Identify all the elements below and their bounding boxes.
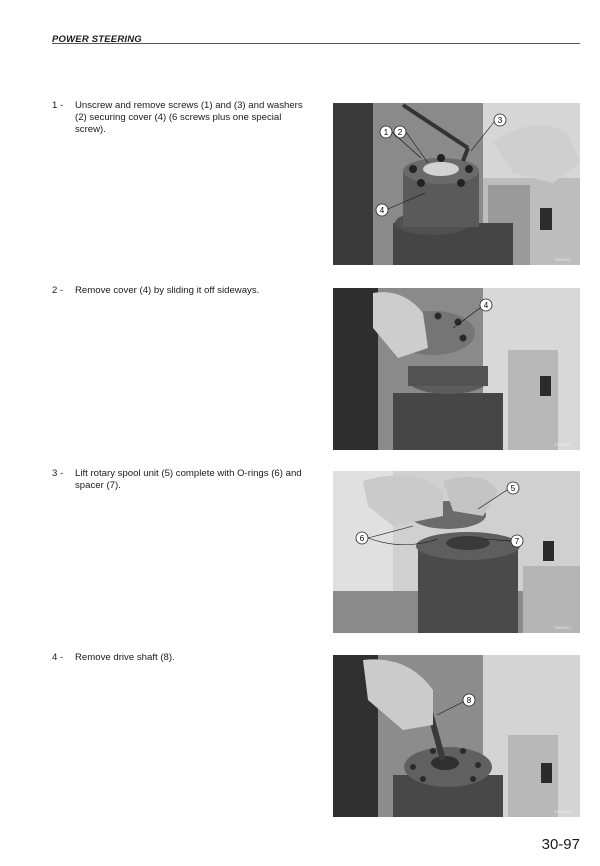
step-text: Remove drive shaft (8). <box>75 652 175 663</box>
step-1 <box>52 100 314 136</box>
page-number: 30-97 <box>541 836 580 853</box>
step-3 <box>52 468 314 492</box>
step-number: 2 - <box>52 285 64 296</box>
callout-3: 3 <box>497 116 503 125</box>
step-text: Lift rotary spool unit (5) complete with O-rings (6) and spacer (7). <box>75 468 302 491</box>
photo-code: F0004272 <box>555 258 571 262</box>
step-number: 1 - <box>52 100 64 111</box>
step-4-photo <box>333 655 580 817</box>
photo-code: F0004274 <box>555 626 571 630</box>
callout-4: 4 <box>379 206 385 215</box>
step-3-photo <box>333 471 580 633</box>
step-text: Remove cover (4) by sliding it off sideways. <box>75 285 260 296</box>
section-title: POWER STEERING <box>52 34 142 45</box>
step-text: Unscrew and remove screws (1) and (3) and washers (2) securing cover (4) (6 screws plus one special screw). <box>75 100 303 135</box>
callout-1: 1 <box>383 128 389 137</box>
photo-code: F0004273 <box>555 443 571 447</box>
callout-4: 4 <box>483 301 489 310</box>
page-header <box>52 29 580 44</box>
callout-2: 2 <box>397 128 403 137</box>
callout-7: 7 <box>514 537 520 546</box>
callout-8: 8 <box>466 696 472 705</box>
step-number: 3 - <box>52 468 64 479</box>
step-4 <box>52 652 314 664</box>
callout-5: 5 <box>510 484 516 493</box>
photo-code: F0004275 <box>555 810 571 814</box>
step-2-photo <box>333 288 580 450</box>
callout-6: 6 <box>359 534 365 543</box>
step-2 <box>52 285 314 297</box>
step-1-photo <box>333 103 580 265</box>
step-number: 4 - <box>52 652 64 663</box>
